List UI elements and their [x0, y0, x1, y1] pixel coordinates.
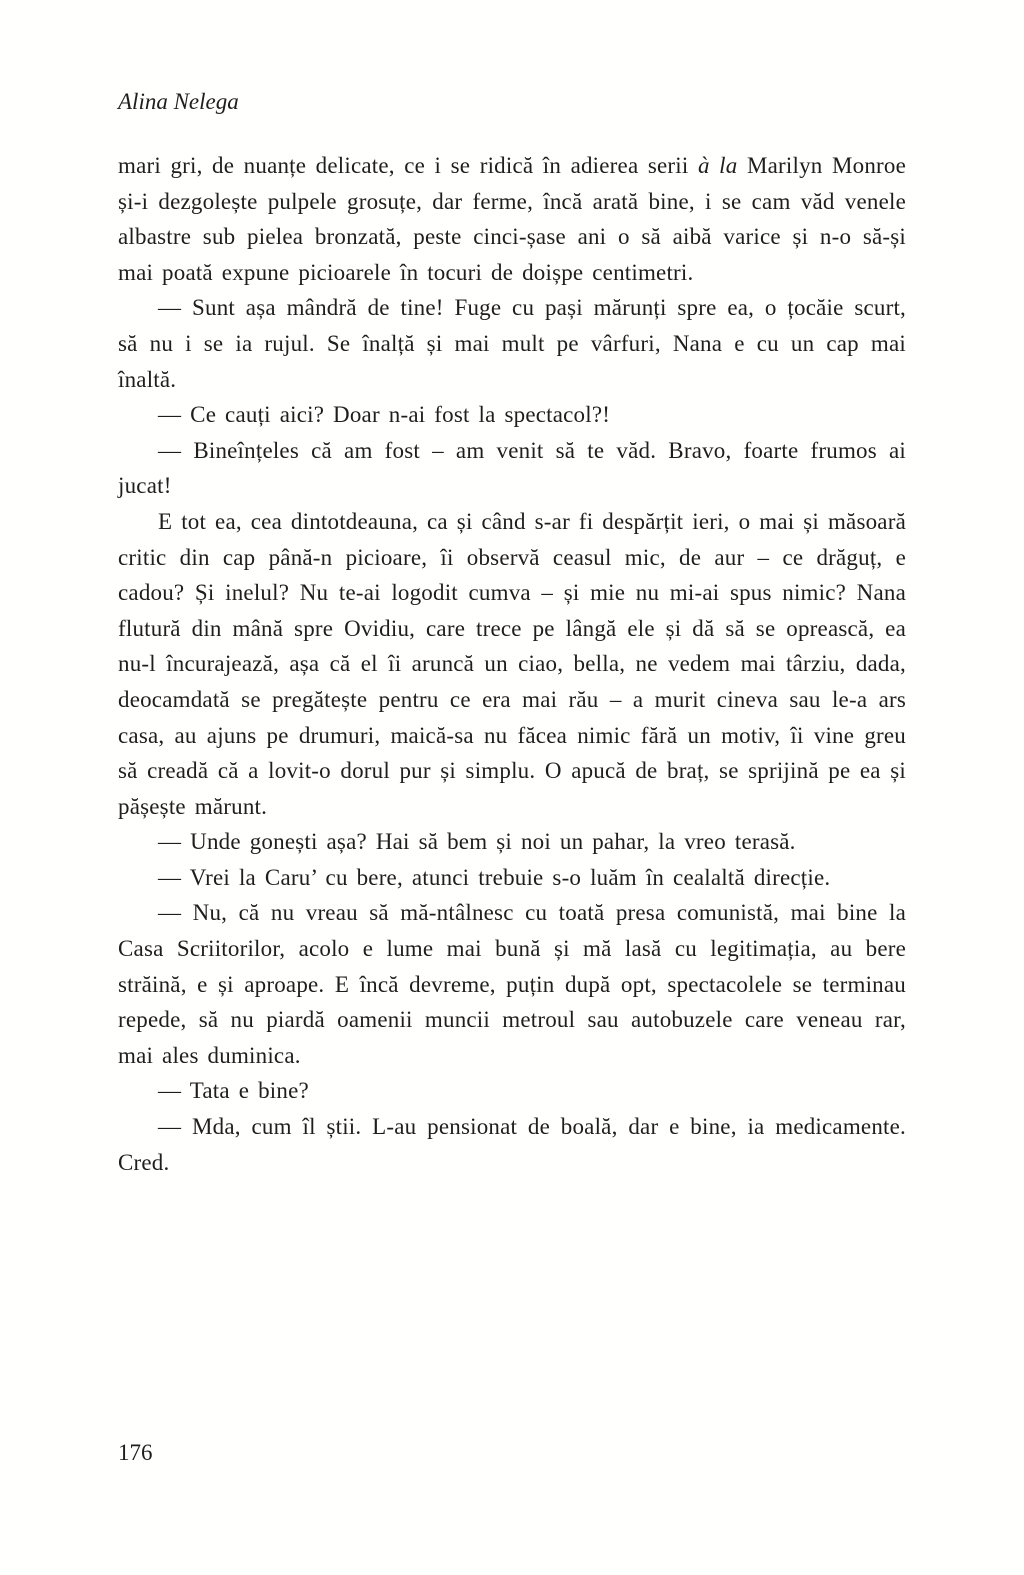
paragraph: [118, 397, 906, 433]
paragraph: [118, 290, 906, 397]
text-run: — Unde gonești așa? Hai să bem și noi un pahar, la vreo terasă.: [158, 829, 796, 855]
text-run: — Ce cauți aici? Doar n-ai fost la spectacol?!: [158, 402, 611, 428]
paragraph: [118, 860, 906, 896]
text-run: Marilyn Monroe și-i dezgolește pulpele grosuțe, dar ferme, încă arată bine, i se cam văd venele albastre sub pielea bronzată, peste cinci-șase ani o să aibă varice și n-o să-și mai poată expune picioarele în tocuri de doișpe centimetri.: [118, 153, 906, 285]
paragraph: [118, 1073, 906, 1109]
text-run: — Vrei la Caru’ cu bere, atunci trebuie s-o luăm în cealaltă direcție.: [158, 864, 831, 890]
page-body: [118, 148, 906, 1180]
paragraph: [118, 824, 906, 860]
text-run: E tot ea, cea dintotdeauna, ca și când s-ar fi despărțit ieri, o mai și măsoară critic din cap până-n picioare, îi observă ceasul mic, de aur – ce drăguț, e cadou? Și inelul? Nu te-ai logodit cumva – și mie nu mi-ai spus nimic? Nana flutură din mână spre Ovidiu, care trece pe lângă ele și dă să se oprească, ea nu-l încurajează, așa că el îi aruncă un ciao, bella, ne vedem mai târziu, dada, deocamdată se pregătește pentru ce era mai rău – a murit cineva sau le-a ars casa, au ajuns pe drumuri, maică-sa nu făcea nimic fără un motiv, îi vine greu să creadă că a lovit-o dorul pur și simplu. O apucă de braț, se sprijină pe ea și pășește mărunt.: [118, 508, 906, 819]
text-run: — Bineînțeles că am fost – am venit să te văd. Bravo, foarte frumos ai jucat!: [118, 437, 906, 499]
text-run: — Tata e bine?: [158, 1078, 309, 1104]
paragraph: [118, 433, 906, 504]
page-number: 176: [118, 1440, 153, 1465]
text-run: — Mda, cum îl știi. L-au pensionat de boală, dar e bine, ia medicamente. Cred.: [118, 1114, 906, 1175]
paragraph: [118, 895, 906, 1073]
text-run: — Sunt așa mândră de tine! Fuge cu pași mărunți spre ea, o țocăie scurt, să nu i se ia rujul. Se înalță și mai mult pe vârfuri, Nana e cu un cap mai înaltă.: [118, 295, 906, 392]
italic-phrase: à la: [697, 153, 738, 178]
paragraph: [118, 1109, 906, 1180]
running-header-author: Alina Nelega: [118, 89, 239, 114]
paragraph: [118, 504, 906, 824]
text-run: — Nu, că nu vreau să mă-ntâlnesc cu toată presa comunistă, mai bine la Casa Scriitorilor, acolo e lume mai bună și mă lasă cu legitimația, au bere străină, e și aproape. E încă devreme, puțin după opt, spectacolele se terminau repede, să nu piardă oamenii muncii metroul sau autobuzele care veneau rar, mai ales duminica.: [118, 900, 906, 1068]
text-run: mari gri, de nuanțe delicate, ce i se ridică în adierea serii: [118, 153, 698, 178]
paragraph: [118, 148, 906, 290]
